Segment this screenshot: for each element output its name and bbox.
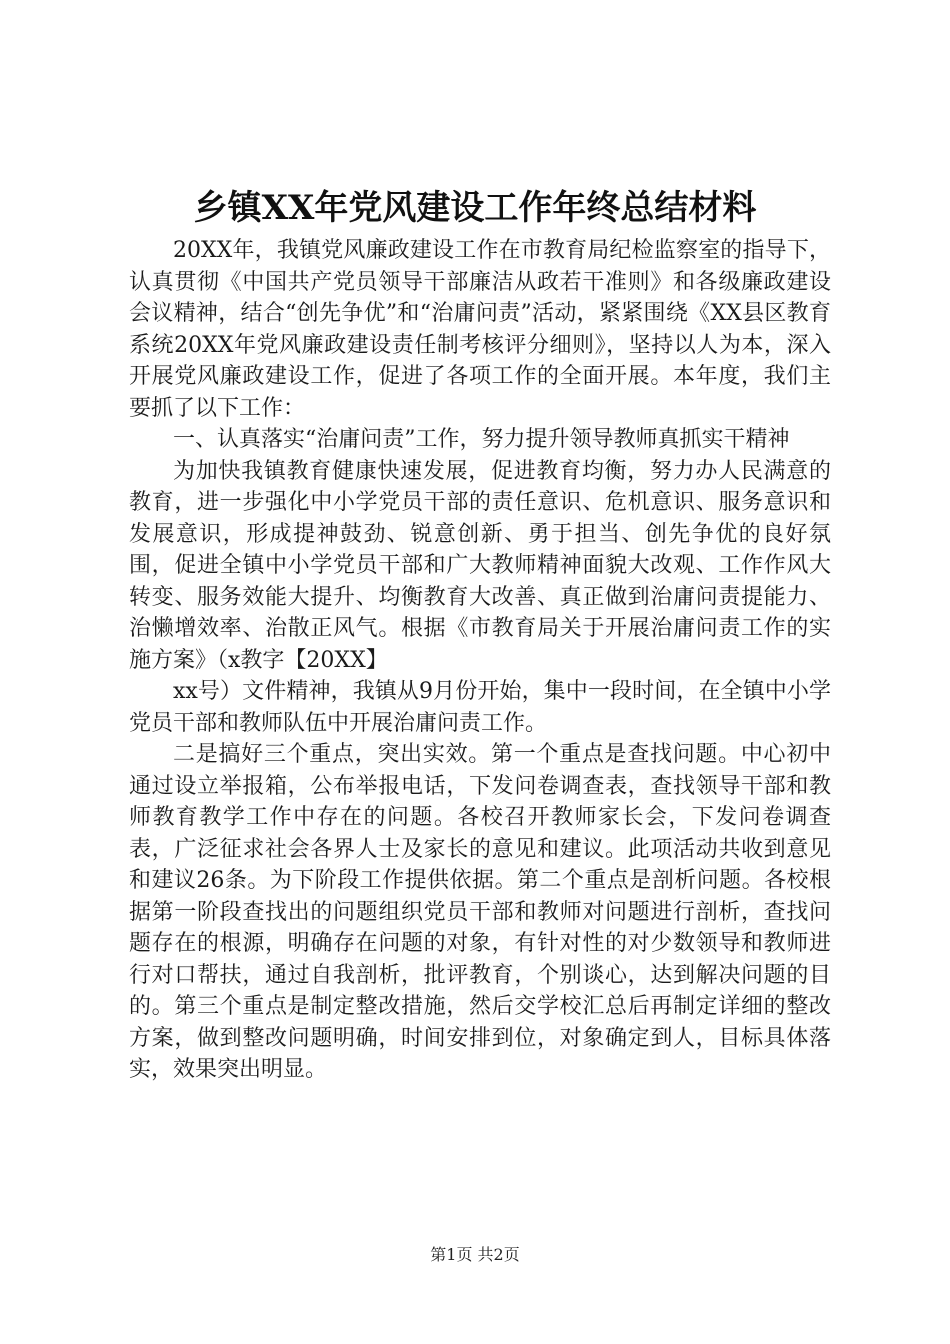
document-title: 乡镇XX年党风建设工作年终总结材料 — [193, 188, 757, 228]
page-number-footer: 第1页 共2页 — [430, 1245, 520, 1264]
paragraph-continuation: xx号）文件精神，我镇从9月份开始，集中一段时间，在全镇中小学党员干部和教师队伍中开展治庸问责工作。 — [129, 679, 831, 736]
paragraph-key-points: 二是搞好三个重点，突出实效。第一个重点是查找问题。中心初中通过设立举报箱，公布举报电话，下发问卷调查表，查找领导干部和教师教育教学工作中存在的问题。各校召开教师家长会，下发问卷调查表，广泛征求社会各界人士及家长的意见和建议。此项活动共收到意见和建议26条。为下阶段工作提供依据。第二个重点是剖析问题。各校根据第一阶段查找出的问题组织党员干部和教师对问题进行剖析，查找问题存在的根源，明确存在问题的对象，有针对性的对少数领导和教师进行对口帮扶，通过自我剖析，批评教育，个别谈心，达到解决问题的目的。第三个重点是制定整改措施，然后交学校汇总后再制定详细的整改方案，做到整改问题明确，时间安排到位，对象确定到人，目标具体落实，效果突出明显。 — [129, 742, 831, 1082]
paragraph-background: 为加快我镇教育健康快速发展，促进教育均衡，努力办人民满意的教育，进一步强化中小学党员干部的责任意识、危机意识、服务意识和发展意识，形成提神鼓劲、锐意创新、勇于担当、创先争优的良好氛围，促进全镇中小学党员干部和广大教师精神面貌大改观、工作作风大转变、服务效能大提升、均衡教育大改善、真正做到治庸问责提能力、治懒增效率、治散正风气。根据《市教育局关于开展治庸问责工作的实施方案》（x教字【20XX】 — [129, 458, 831, 673]
document-body — [129, 235, 831, 1086]
paragraph-heading-1: 一、认真落实“治庸问责”工作，努力提升领导教师真抓实干精神 — [173, 427, 790, 452]
paragraph-intro: 20XX年，我镇党风廉政建设工作在市教育局纪检监察室的指导下，认真贯彻《中国共产党员领导干部廉洁从政若干准则》和各级廉政建设会议精神，结合“创先争优”和“治庸问责”活动，紧紧围绕《XX县区教育系统20XX年党风廉政建设责任制考核评分细则》，坚持以人为本，深入开展党风廉政建设工作，促进了各项工作的全面开展。本年度，我们主要抓了以下工作： — [129, 238, 831, 421]
